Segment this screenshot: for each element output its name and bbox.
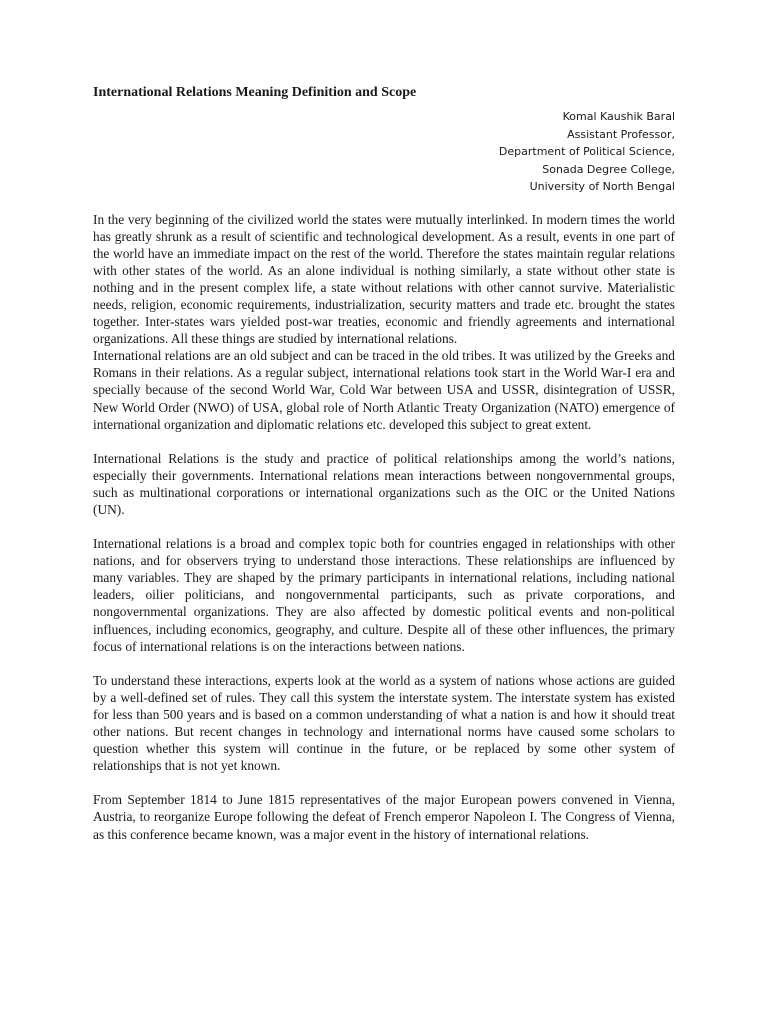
document-title: International Relations Meaning Definition and Scope bbox=[93, 85, 417, 100]
body-paragraph: International relations are an old subject and can be traced in the old tribes. It was utilized by the Greeks and Romans in their relations. As a regular subject, international relations took start in the World War-I era and specially because of the second World War, Cold War between USA and USSR, disintegration of USSR, New World Order (NWO) of USA, global role of North Atlantic Treaty Organization (NATO) emergence of international organization and diplomatic relations etc. developed this subject to great extent. bbox=[93, 348, 675, 432]
body-paragraph: To understand these interactions, experts look at the world as a system of nations whose actions are guided by a well-defined set of rules. They call this system the interstate system. The interstate system has existed for less than 500 years and is based on a common understanding of what a nation is and how it should treat other nations. But recent changes in technology and international norms have caused some scholars to question whether this system will continue in the future, or be replaced by some other system of relationships that is not yet known. bbox=[93, 672, 675, 774]
author-university: University of North Bengal bbox=[529, 180, 675, 193]
author-block bbox=[93, 108, 675, 196]
author-position: Assistant Professor, bbox=[567, 127, 675, 141]
author-department: Department of Political Science, bbox=[498, 145, 675, 158]
body-paragraph: From September 1814 to June 1815 representatives of the major European powers convened in Vienna, Austria, to reorganize Europe following the defeat of French emperor Napoleon I. The Congress of Vienna, as this conference became known, was a major event in the history of international relations. bbox=[93, 792, 675, 842]
body-paragraph: International relations is a broad and complex topic both for countries engaged in relationships with other nations, and for observers trying to understand those interactions. These relationships are influenced by many variables. They are shaped by the primary participants in international relations, including national leaders, oilier politicians, and nongovernmental participants, such as private corporations, and nongovernmental organizations. They are also affected by domestic political events and non-political influences, including economics, geography, and culture. Despite all of these other influences, the primary focus of international relations is on the interactions between nations. bbox=[93, 536, 675, 654]
document-page bbox=[93, 84, 675, 843]
body-paragraph: International Relations is the study and practice of political relationships among the world’s nations, especially their governments. International relations mean interactions between nongovernmental groups, such as multinational corporations or international organizations such as the OIC or the United Nations (UN). bbox=[93, 450, 675, 517]
author-college: Sonada Degree College, bbox=[542, 162, 675, 176]
body-paragraph: In the very beginning of the civilized world the states were mutually interlinked. In modern times the world has greatly shrunk as a result of scientific and technological development. As a result, events in one part of the world have an immediate impact on the rest of the world. Therefore the states maintain regular relations with other states of the world. As an alone individual is nothing similarly, a state without other state is nothing and in the present complex life, a state without relations with other cannot survive. Materialistic needs, religion, economic requirements, industrialization, security matters and trade etc. brought the states together. Inter-states wars yielded post-war treaties, economic and friendly agreements and international organizations. All these things are studied by international relations. bbox=[93, 211, 675, 347]
author-name: Komal Kaushik Baral bbox=[562, 110, 675, 123]
